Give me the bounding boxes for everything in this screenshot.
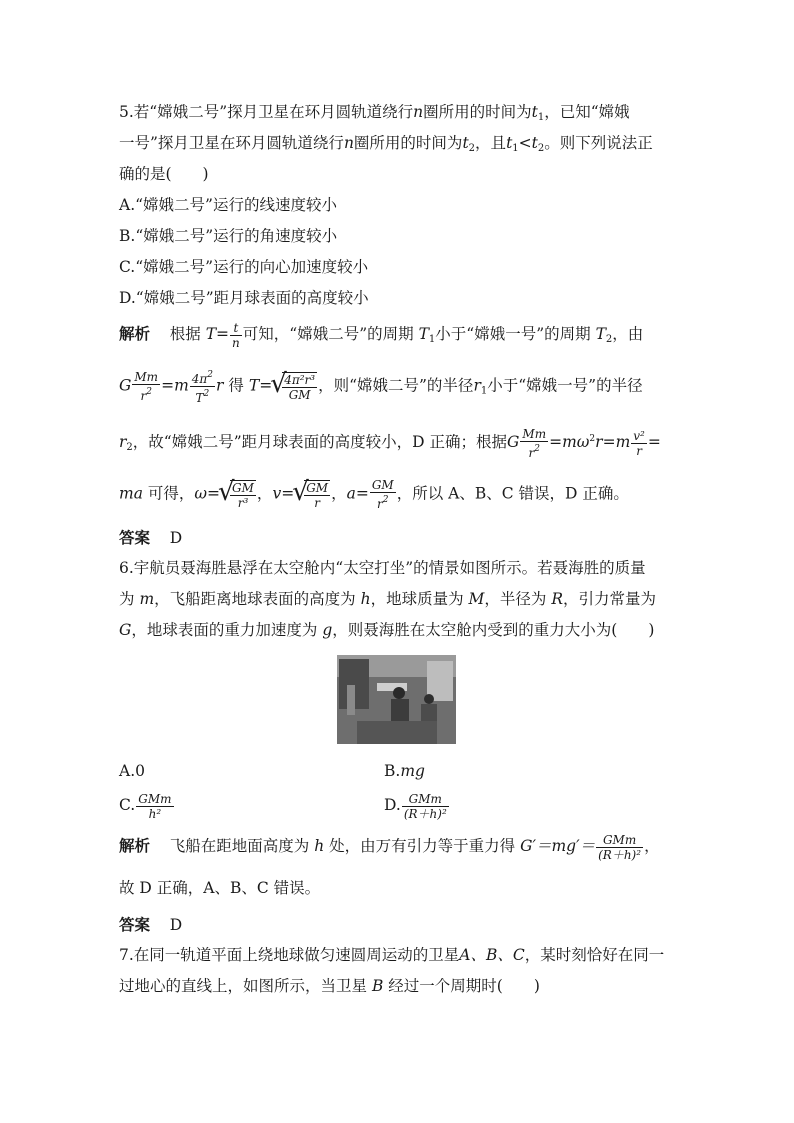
fraction-gm-over-r2: $\frac{GM}{r^2}$: [371, 478, 394, 511]
answer-value: D: [169, 529, 183, 547]
fraction-4pi2-over-t2: $\frac{4\pi^2}{T^2}$: [191, 370, 214, 405]
sqrt-period-formula: √ $\frac{\text{4π²r³}}{GM}$: [272, 371, 318, 402]
fraction-gmm-over-rh2: $\frac{\text{GMm}}{\text{(R＋h)²}}$: [598, 832, 642, 862]
fraction-mm-over-r2-b: $\frac{Mm}{r^2}$: [522, 426, 547, 460]
q5-analysis-line3: $r_2$，故“嫦娥二号”距月球表面的高度较小，D 正确；根据G $\frac{Mm}{r^2}$ $=m\omega^2r=m$ $\frac{\text{v²}}{r}$ =: [119, 426, 661, 460]
answer-label: 答案: [119, 528, 151, 547]
q5-stem-line3: 确的是( ): [119, 165, 209, 183]
q7-stem-line1: 7.在同一轨道平面上绕地球做匀速圆周运动的卫星A、B、C，某时刻恰好在同一: [119, 946, 665, 964]
q6-stem-line3: G，地球表面的重力加速度为 g，则聂海胜在太空舱内受到的重力大小为( ): [119, 621, 655, 639]
q5-answer: [119, 522, 679, 554]
q6-options-row2: [119, 790, 679, 821]
q5-option-b: B.“嫦娥二号”运行的角速度较小: [119, 227, 338, 245]
q5-stem-line1: 5.若“嫦娥二号”探月卫星在环月圆轨道绕行n圈所用的时间为$t_1$，已知“嫦娥: [119, 103, 630, 123]
q5-option-d: D.“嫦娥二号”距月球表面的高度较小: [119, 289, 369, 307]
q5-stem-line2: 一号”探月卫星在环月圆轨道绕行n圈所用的时间为$t_2$，且$t_1<t_2$。则下列说法正: [119, 134, 653, 154]
q6-stem-line1: 6.宇航员聂海胜悬浮在太空舱内“太空打坐”的情景如图所示。若聂海胜的质量: [119, 559, 646, 577]
fraction-v2-over-r: $\frac{\text{v²}}{r}$: [633, 428, 645, 458]
q6-answer: 答案 D: [119, 915, 183, 934]
q6-option-b: B.mg: [384, 762, 425, 780]
q7-stem-line2: 过地心的直线上，如图所示，当卫星 B 经过一个周期时( ): [119, 977, 540, 995]
astronaut-photo: [337, 655, 456, 744]
q5-analysis-line2: G $\frac{Mm}{r^2}$ =m $\frac{4\pi^2}{T^2}$ r 得 T= √ $\frac{\text{4π²r³}}{GM}$ ，则“嫦娥二号”的半径$r_1$小于“嫦娥一号”的半径: [119, 368, 679, 407]
fraction-t-over-n: $\frac{t}{n}$: [232, 320, 240, 350]
analysis-label: 解析: [119, 324, 151, 343]
q6-options-row1: [119, 756, 679, 787]
q6-option-a: A.0: [119, 762, 145, 780]
fraction-mm-over-r2: $\frac{Mm}{r^2}$: [134, 370, 159, 403]
sqrt-velocity: √ $\frac{GM}{r}$: [294, 479, 331, 510]
q5-option-c: C.“嫦娥二号”运行的向心加速度较小: [119, 258, 369, 276]
q5-analysis-line1: 解析 根据 T= $\frac{t}{n}$ 可知，“嫦娥二号”的周期 $T_1$小于“嫦娥一号”的周期 $T_2$，由: [119, 320, 644, 350]
q5-analysis-line4: ma 可得，ω= √ $\frac{GM}{\text{r³}}$ ，v= √ $\frac{GM}{r}$ ，a= $\frac{GM}{r^2}$ ，所以 A、B、C 错误，D 正确。: [119, 478, 679, 511]
q6-option-d: D. $\frac{\text{GMm}}{\text{(R＋h)²}}$: [384, 791, 447, 821]
q6-option-c: C. $\frac{\text{GMm}}{\text{h²}}$: [119, 791, 172, 821]
q5-option-a: A.“嫦娥二号”运行的线速度较小: [119, 196, 337, 214]
sqrt-omega: √ $\frac{GM}{\text{r³}}$: [220, 479, 257, 510]
q6-analysis-line1: 解析 飞船在距地面高度为 h 处，由万有引力等于重力得 G′＝mg′＝ $\frac{\text{GMm}}{\text{(R＋h)²}}$ ，: [119, 832, 660, 862]
q6-analysis-line2: 故 D 正确，A、B、C 错误。: [119, 879, 321, 897]
q6-stem-line2: 为 m，飞船距离地球表面的高度为 h，地球质量为 M，半径为 R，引力常量为: [119, 590, 657, 608]
